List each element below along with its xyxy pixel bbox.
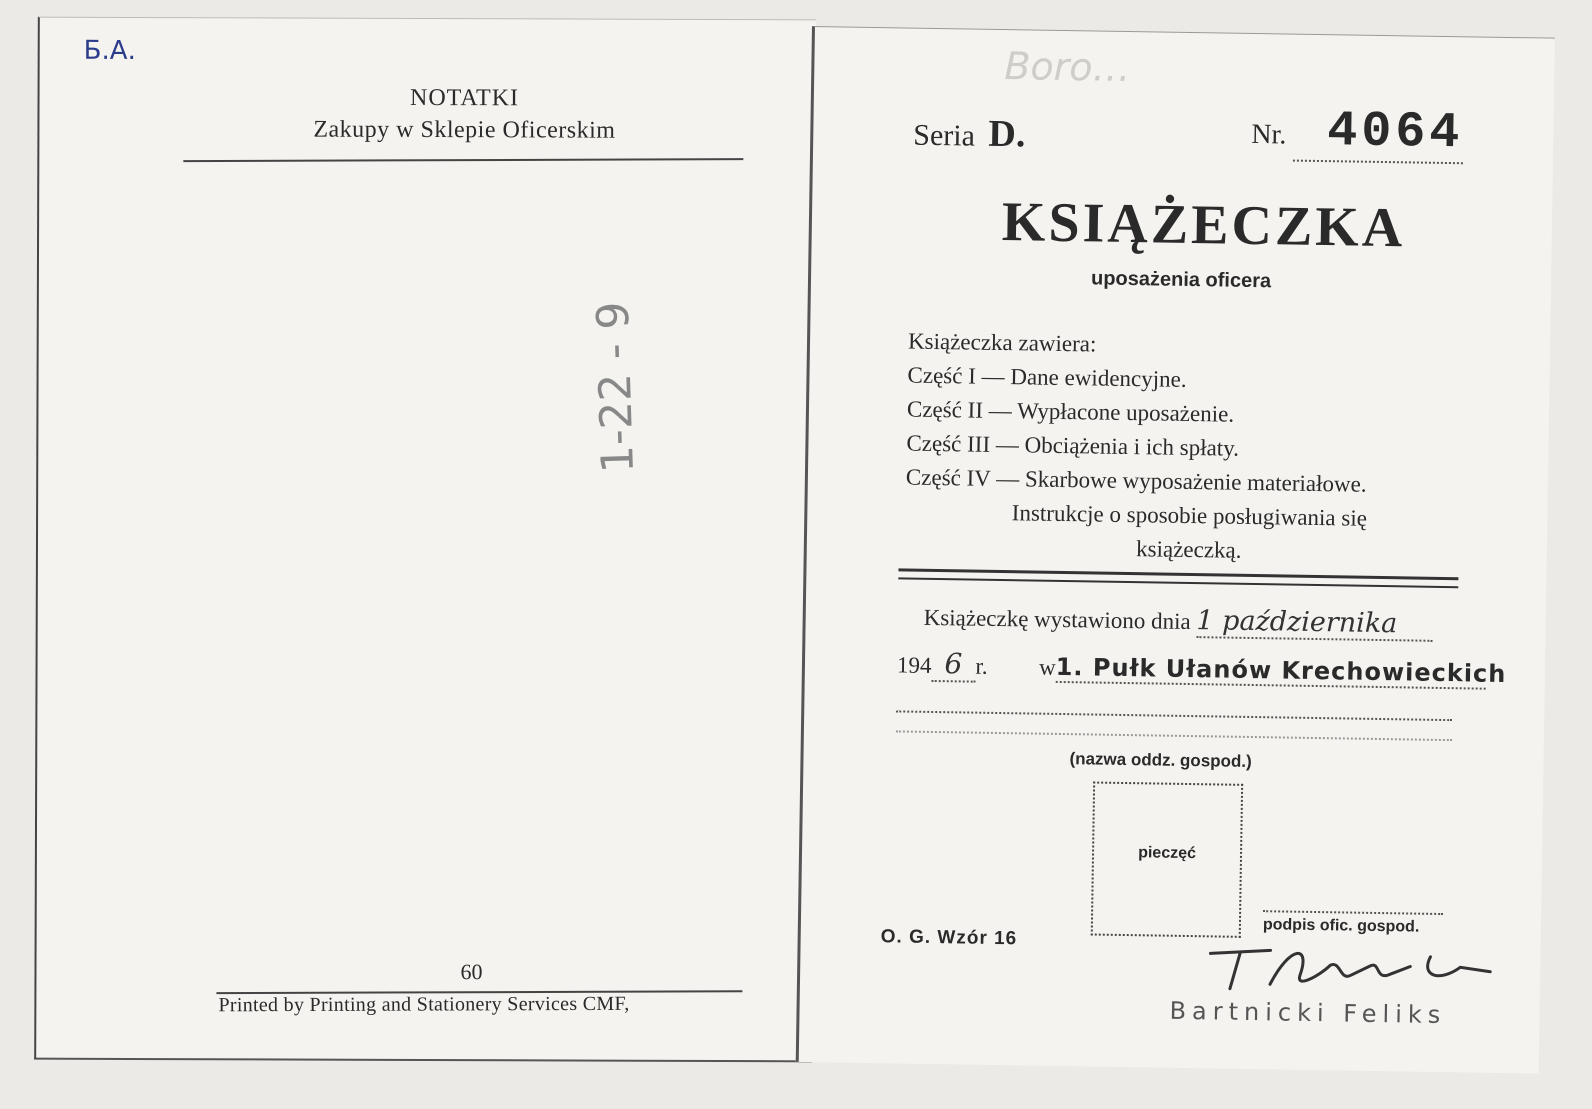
- form-label: O. G. Wzór 16: [880, 926, 1018, 950]
- signature-caption: podpis ofic. gospod.: [1262, 916, 1420, 936]
- unit-dotted-line-2: [896, 730, 1452, 741]
- place-prefix: w: [1038, 654, 1056, 680]
- stamp-box: [1091, 782, 1243, 938]
- unit-caption: (nazwa oddz. gospod.): [1069, 749, 1252, 771]
- issued-label: Książeczkę wystawiono dnia: [923, 604, 1191, 635]
- instructions-text: Instrukcje o sposobie posługiwania się książeczką.: [1011, 500, 1368, 563]
- contents-part: Część III: [906, 430, 991, 457]
- contents-text: — Dane ewidencyjne.: [981, 363, 1187, 392]
- nr-label: Nr.: [1251, 118, 1287, 151]
- signature-dotted-line: [1263, 910, 1443, 915]
- contents-part: Część II: [906, 396, 984, 423]
- double-rule: [898, 568, 1458, 588]
- booklet-subtitle: uposażenia oficera: [1090, 267, 1272, 293]
- nr-value: 4064: [1326, 103, 1464, 163]
- notes-subheading: Zakupy w Sklepie Oficerskim: [313, 116, 616, 144]
- left-page: [34, 17, 816, 1063]
- contents-block: [905, 325, 1469, 572]
- contents-text: — Wypłacone uposażenie.: [988, 397, 1235, 427]
- page-number: 60: [460, 959, 483, 985]
- printer-line: Printed by Printing and Stationery Services CMF,: [218, 992, 630, 1017]
- place-value: 1. Pułk Ułanów Krechowieckich: [1055, 652, 1507, 688]
- issued-row: [923, 601, 1432, 642]
- seria-value: D.: [988, 112, 1026, 156]
- issued-date: 1 października: [1196, 605, 1398, 640]
- contents-part: Część IV: [905, 464, 991, 491]
- heading-rule: [183, 158, 743, 162]
- number-row: [1251, 102, 1464, 164]
- year-place-row: [896, 646, 1507, 690]
- bleed-through-text: Boro…: [1004, 44, 1131, 91]
- handwritten-signature: [1200, 933, 1501, 1003]
- year-suffix: r.: [975, 653, 988, 679]
- year-value: 6: [944, 647, 963, 681]
- signature-name: Bartnicki Feliks: [1169, 996, 1447, 1030]
- contents-intro: Książeczka zawiera:: [907, 328, 1097, 357]
- year-prefix: 194: [896, 652, 932, 678]
- right-page: [796, 26, 1555, 1074]
- contents-part: Część I: [907, 362, 977, 389]
- booklet-title: KSIĄŻECZKA: [1001, 191, 1406, 260]
- contents-text: — Obciążenia i ich spłaty.: [995, 431, 1240, 461]
- stamp-label: pieczęć: [1138, 844, 1197, 863]
- seria-label: Seria: [913, 118, 976, 153]
- unit-dotted-line-1: [896, 710, 1452, 721]
- seria-row: [913, 111, 1026, 157]
- contents-text: — Skarbowe wyposażenie materiałowe.: [996, 465, 1367, 497]
- notes-heading: NOTATKI: [409, 84, 520, 112]
- corner-mark: Б.А.: [83, 35, 136, 66]
- pencil-mark: 1‑22 ‑ 9: [587, 300, 644, 474]
